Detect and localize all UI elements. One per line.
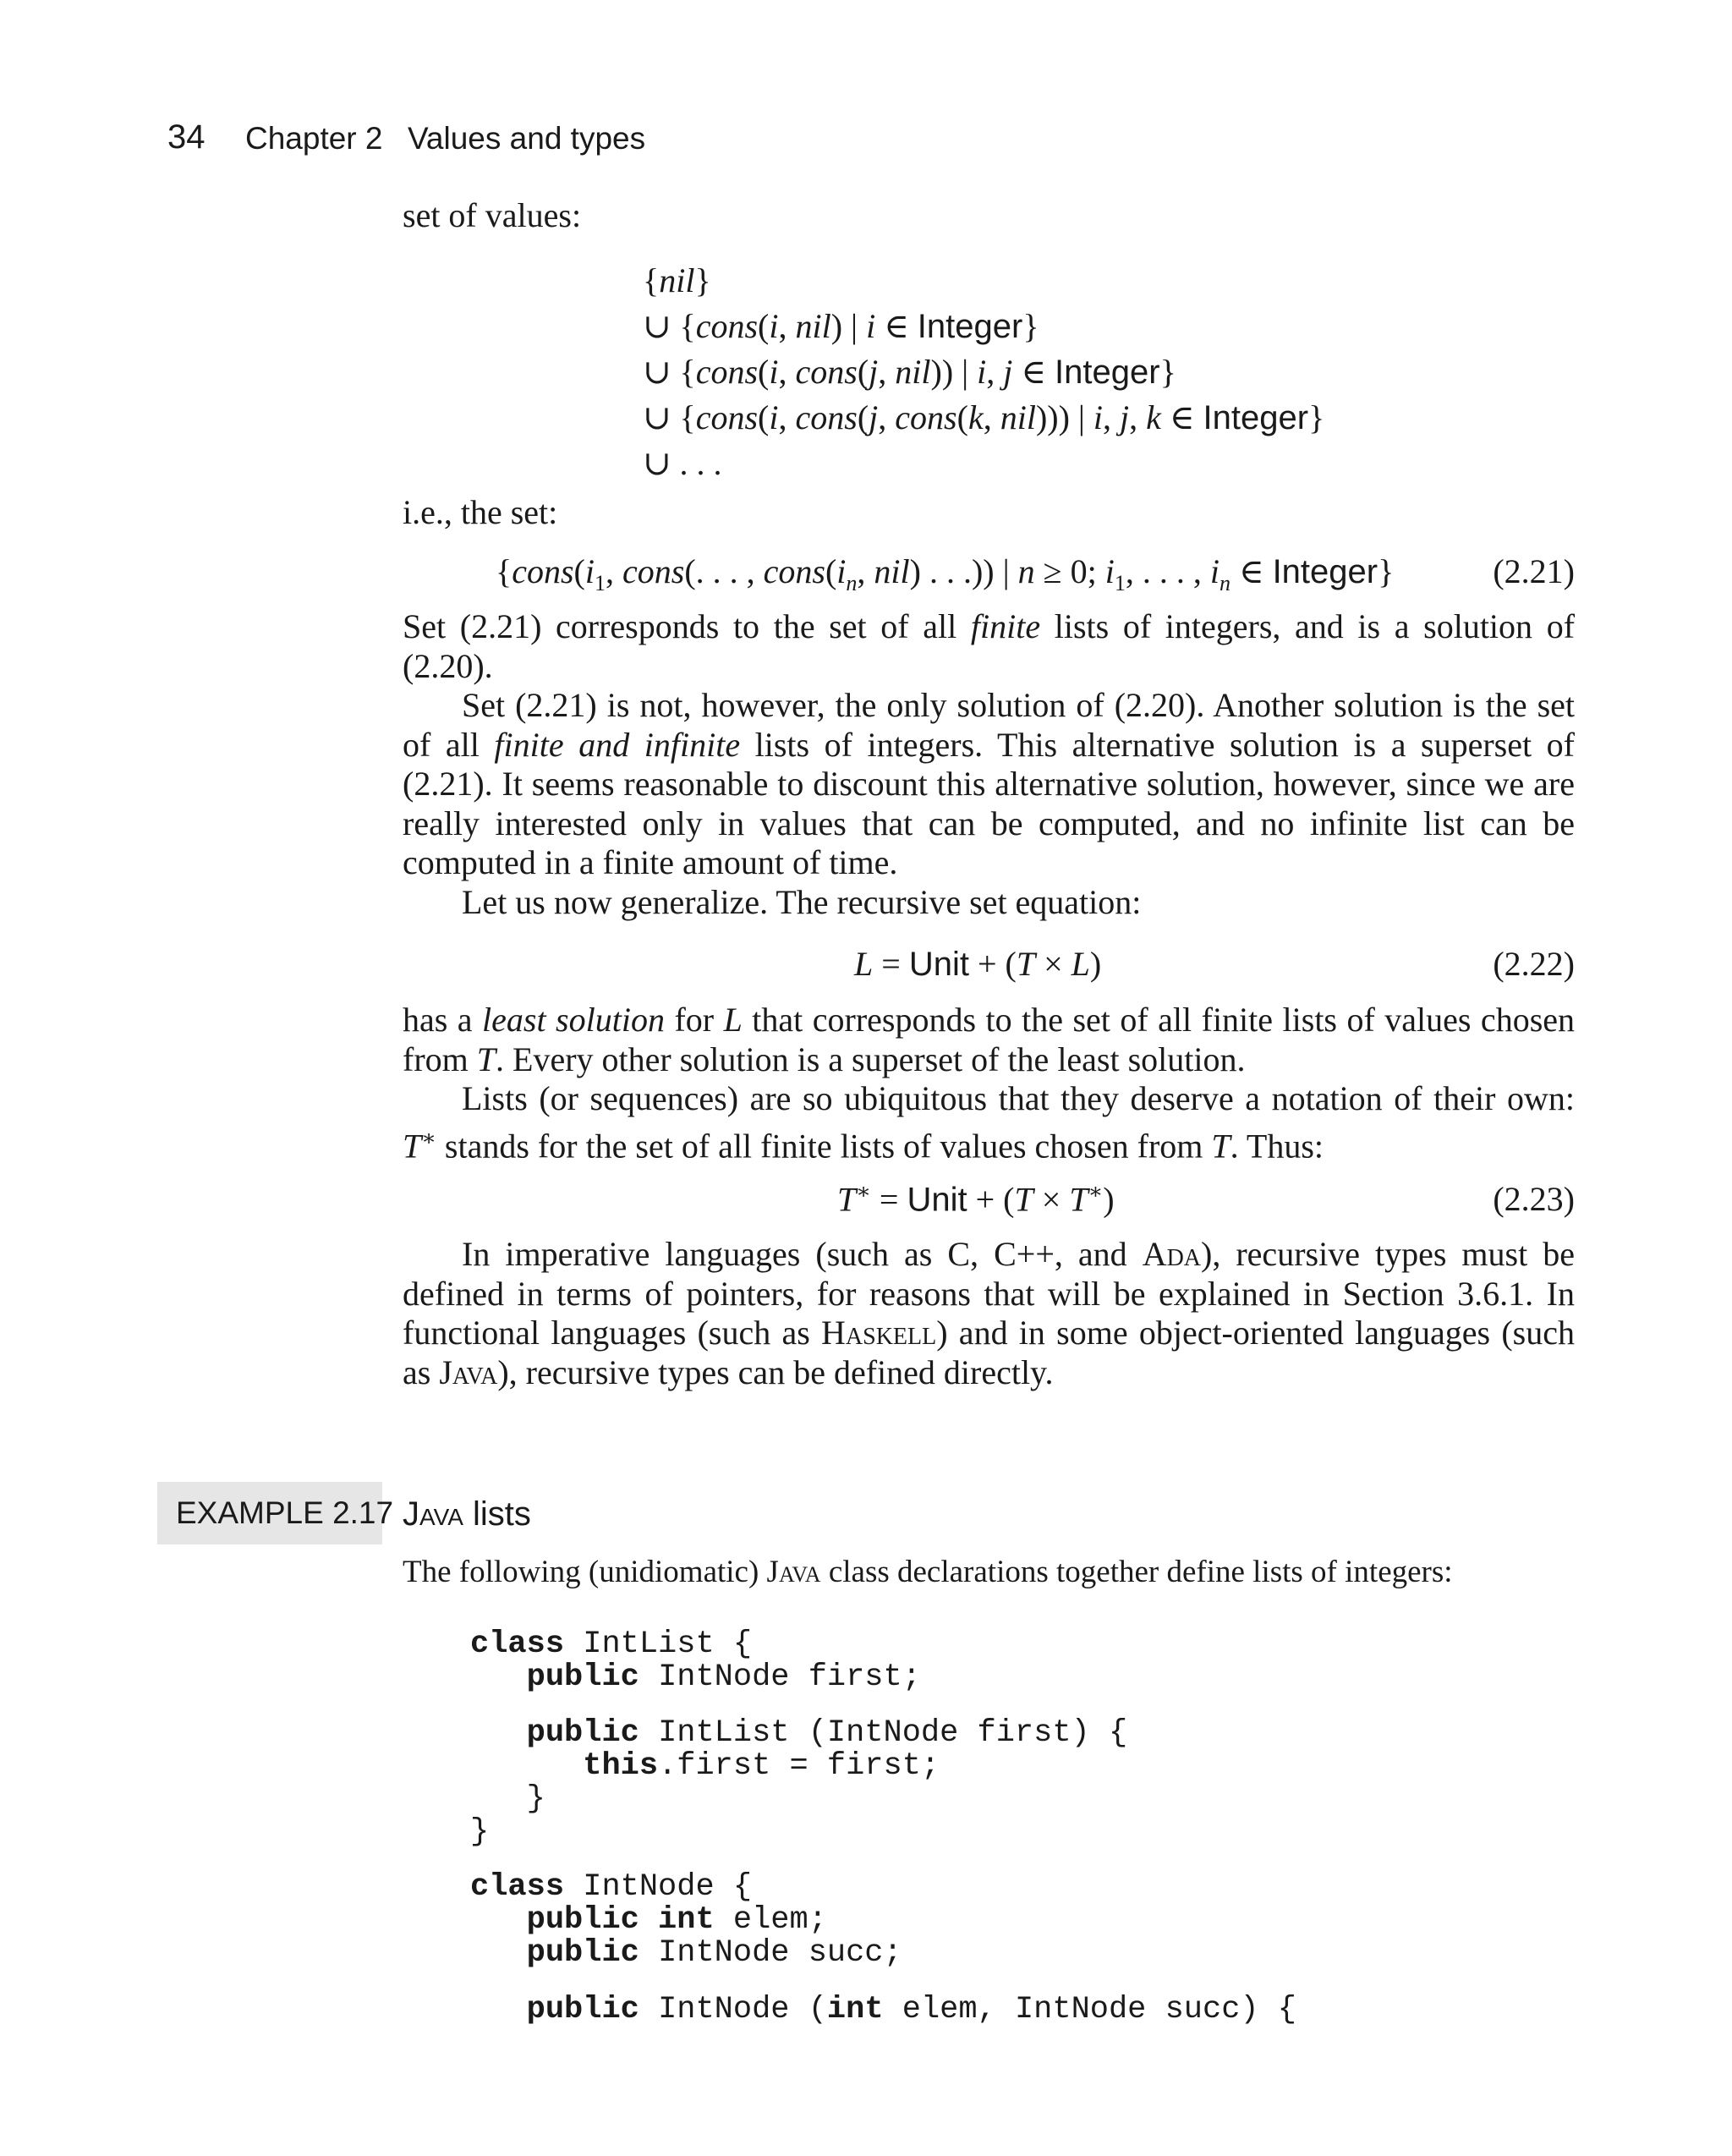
set-of-values-label: set of values: <box>403 196 582 234</box>
example-intro: The following (unidiomatic) Java class declarations together define lists of integers: <box>403 1555 1453 1589</box>
example-title-java: Java <box>403 1495 463 1533</box>
chapter-label: Chapter 2 <box>245 121 383 156</box>
body-paragraphs-1 <box>403 607 1575 922</box>
paragraph-imperative-languages: In imperative languages (such as C, C++, and Ada), recursive types must be defined in terms of pointers, for reasons that will be explained in Section 3.6.1. In functional languages (such as Haskell) and in some object-oriented languages (such as Java), recursive types can be defined directly. <box>403 1235 1575 1391</box>
equation-number-2-22: (2.22) <box>1493 945 1575 983</box>
set-line-ellipsis: ∪ . . . <box>643 444 722 482</box>
example-label: EXAMPLE 2.17 <box>176 1495 394 1530</box>
equation-2-22: L = Unit + (T × L) <box>854 945 1102 983</box>
paragraph-generalize: Let us now generalize. The recursive set equation: <box>462 882 1142 921</box>
body-paragraphs-3 <box>403 1235 1575 1392</box>
paragraph-set-221: Set (2.21) corresponds to the set of all finite lists of integers, and is a solution of (2.20). <box>403 607 1576 685</box>
chapter-title: Values and types <box>408 121 646 156</box>
code-intlist-constructor: public IntList (IntNode first) { this.first = first; } } <box>470 1715 1128 1850</box>
equation-number-2-23: (2.23) <box>1493 1180 1575 1218</box>
code-intnode-constructor: public IntNode (int elem, IntNode succ) { <box>526 1992 1297 2027</box>
code-intlist: class IntList { public IntNode first; <box>470 1627 921 1695</box>
paragraph-least-solution: has a least solution for L that corresponds to the set of all finite lists of values chosen from T. Every other solution is a superset of the least solution. <box>403 1001 1576 1078</box>
paragraph-not-only-solution: Set (2.21) is not, however, the only solution of (2.20). Another solution is the set of all finite and infinite lists of integers. This alternative solution is a superset of (2.21). It seems reasonable to discount this alternative solution, however, since we are really interested only in values that can be computed, and no infinite list can be computed in a finite amount of time. <box>403 686 1575 881</box>
example-title <box>403 1495 531 1533</box>
code-intnode: class IntNode { public int elem; public IntNode succ; <box>470 1869 902 1971</box>
equation-2-21: {$cons(i_1$, cons(. . . , $cons(i_n$, nil) . . .)) | n ≥ 0; $i_1$, . . . , $i_n$ ∈ Integer} <box>496 552 1395 595</box>
equation-number-2-21: (2.21) <box>1493 552 1575 590</box>
ie-the-set-label: i.e., the set: <box>403 493 558 531</box>
paragraph-lists-notation: Lists (or sequences) are so ubiquitous that they deserve a notation of their own: T∗ stands for the set of all finite lists of values chosen from T. Thus: <box>403 1079 1575 1165</box>
union-set-display <box>643 258 1324 486</box>
example-title-rest: lists <box>463 1495 531 1533</box>
page-number: 34 <box>167 118 206 156</box>
body-paragraphs-2 <box>403 1001 1575 1166</box>
set-line-2: ∪ {cons(i, cons(j, nil)) | i, j ∈ Integer} <box>643 353 1176 391</box>
equation-2-23: T∗ = Unit + (T × T∗) <box>837 1179 1115 1219</box>
set-line-3: ∪ {cons(i, cons(j, cons(k, nil))) | i, j, k ∈ Integer} <box>643 398 1325 436</box>
set-line-1: ∪ {cons(i, nil) | i ∈ Integer} <box>643 307 1039 345</box>
set-line-nil: {nil} <box>643 261 711 299</box>
